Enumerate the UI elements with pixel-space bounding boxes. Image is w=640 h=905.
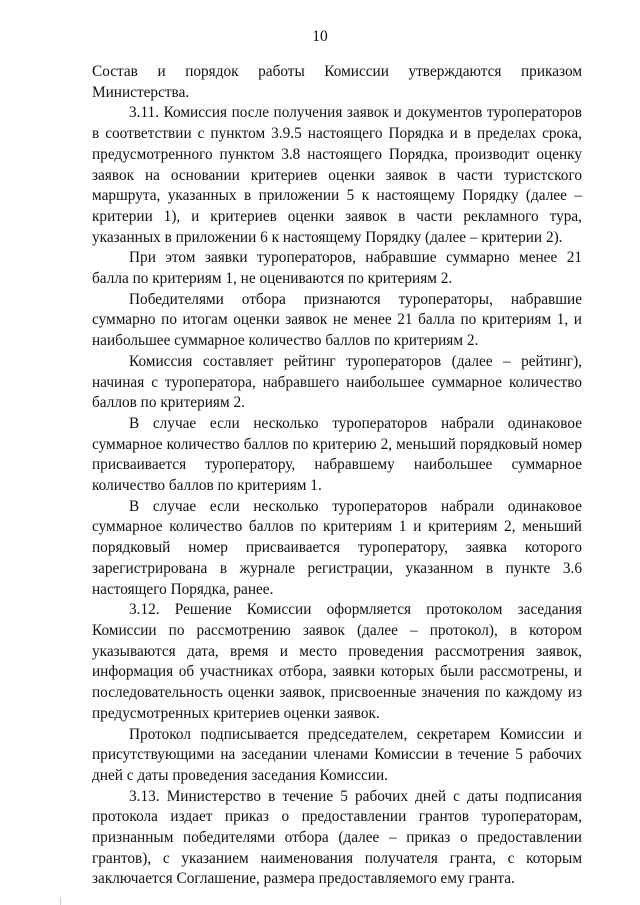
document-body (92, 62, 582, 890)
paragraph-3-13: 3.13. Министерство в течение 5 рабочих дней с даты подписания протокола издает приказ о предоставлении грантов туроператорам, признанным победителями отбора (далее – приказ о предоставлении грантов), с указанием наименования получателя гранта, с которым заключается Соглашение, размера предоставляемого ему гранта. (92, 787, 582, 888)
paragraph-3-11: 3.11. Комиссия после получения заявок и документов туроператоров в соответствии с пунктом 3.9.5 настоящего Порядка и в пределах срока, предусмотренного пунктом 3.8 настоящего Порядка, производит оценку заявок на основании критериев оценки заявок в части туристского маршрута, указанных в приложении 5 к настоящему Порядку (далее – критерии 1), и критериев оценки заявок в части рекламного тура, указанных в приложении 6 к настоящему Порядку (далее – критерии 2). (92, 104, 582, 246)
paragraph-commission-composition: Состав и порядок работы Комиссии утверждаются приказом Министерства. (92, 63, 582, 101)
paragraph-rating: Комиссия составляет рейтинг туроператоров (далее – рейтинг), начиная с туроператора, набравшего наибольшее суммарное количество баллов по критериям 2. (92, 352, 582, 412)
paragraph-3-12: 3.12. Решение Комиссии оформляется протоколом заседания Комиссии по рассмотрению заявок (далее – протокол), в котором указываются дата, время и место проведения рассмотрения заявок, информация об участниках отбора, заявки которых были рассмотрены, и последовательность оценки заявок, присвоенные значения по каждому из предусмотренных критериев оценки заявок. (92, 601, 582, 722)
paragraph-protocol-signing: Протокол подписывается председателем, секретарем Комиссии и присутствующими на заседании членами Комиссии в течение 5 рабочих дней с даты проведения заседания Комиссии. (92, 725, 582, 784)
paragraph-winners: Победителями отбора признаются туроператоры, набравшие суммарно по итогам оценки заявок не менее 21 балла по критериям 1, и наибольшее суммарное количество баллов по критериям 2. (92, 290, 582, 350)
paragraph-tie-criteria-2: В случае если несколько туроператоров набрали одинаковое суммарное количество баллов по критерию 2, меньший порядковый номер присваивается туроператору, набравшему наибольшее суммарное количество баллов по критериям 1. (92, 414, 582, 495)
scan-artifact (60, 897, 61, 905)
page-number: 10 (312, 28, 328, 45)
paragraph-tie-registration: В случае если несколько туроператоров набрали одинаковое суммарное количество баллов по критериям 1 и критериям 2, меньший порядковый номер присваивается туроператору, заявка которого зарегистрирована в журнале регистрации, указанном в пункте 3.6 настоящего Порядка, ранее. (92, 497, 582, 598)
paragraph-threshold: При этом заявки туроператоров, набравшие суммарно менее 21 балла по критериям 1, не оцениваются по критериям 2. (92, 249, 582, 288)
